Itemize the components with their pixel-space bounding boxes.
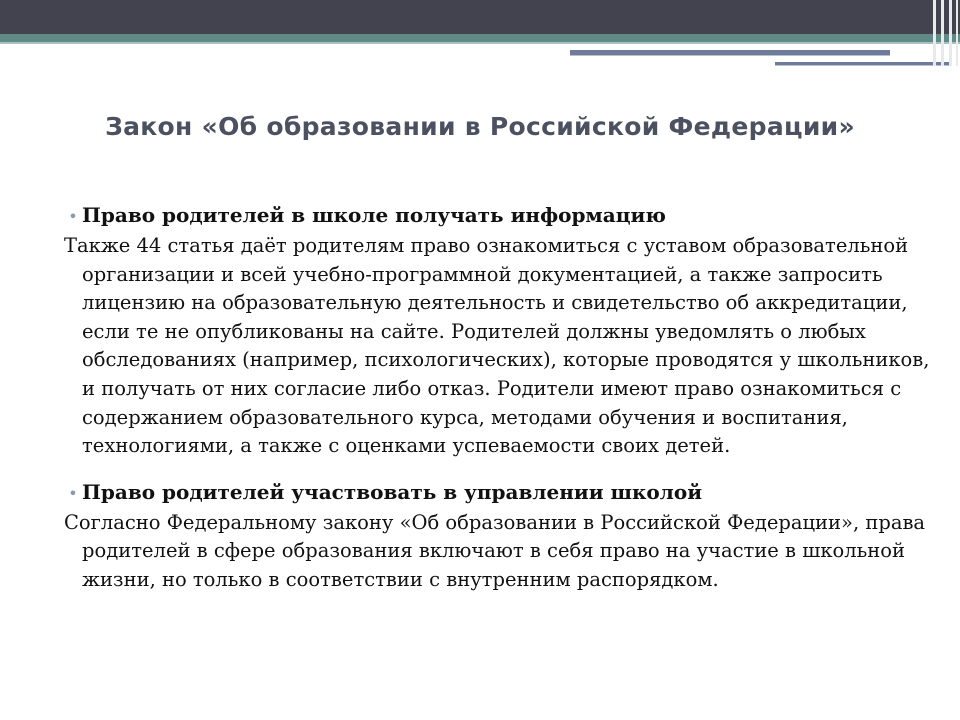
stripe	[949, 0, 952, 66]
section-information-rights	[64, 200, 934, 461]
section-heading-row	[64, 477, 934, 509]
accent-bar-upper-line	[570, 55, 890, 56]
slide-title: Закон «Об образовании в Российской Федерации»	[105, 112, 855, 141]
corner-stripes	[930, 0, 960, 66]
stripe	[933, 0, 936, 66]
section-paragraph: Согласно Федеральному закону «Об образовании в Российской Федерации», права родителей в сфере образования включают в себя право на участие в школьной жизни, но только в соответствии с внутренним распорядком.	[64, 510, 926, 591]
top-banner-teal	[0, 34, 960, 42]
section-heading: Право родителей в школе получать информацию	[82, 203, 666, 227]
top-banner-teal-line	[0, 42, 960, 44]
top-banner-dark	[0, 0, 960, 34]
section-heading-row	[64, 200, 934, 232]
bullet-icon: •	[68, 483, 78, 503]
bullet-icon: •	[68, 207, 78, 226]
accent-bar-lower-line	[775, 65, 950, 66]
section-heading: Право родителей участвовать в управлении школой	[82, 479, 703, 504]
stripe	[941, 0, 944, 66]
slide-content	[64, 200, 934, 595]
stripe	[956, 0, 958, 66]
section-governance-rights	[64, 477, 934, 595]
section-paragraph: Также 44 статья даёт родителям право ознакомиться с уставом образовательной организации и всей учебно-программной документацией, а также запросить лицензию на образовательную деятельность и свидетельство об аккредитации, если те не опубликованы на сайте. Родителей должны уведомлять о любых обследованиях (например, психологических), которые проводятся у школьников, и получать от них согласие либо отказ. Родители имеют право ознакомиться с содержанием образовательного курса, методами обучения и воспитания, технологиями, а также с оценками успеваемости своих детей.	[64, 234, 930, 458]
